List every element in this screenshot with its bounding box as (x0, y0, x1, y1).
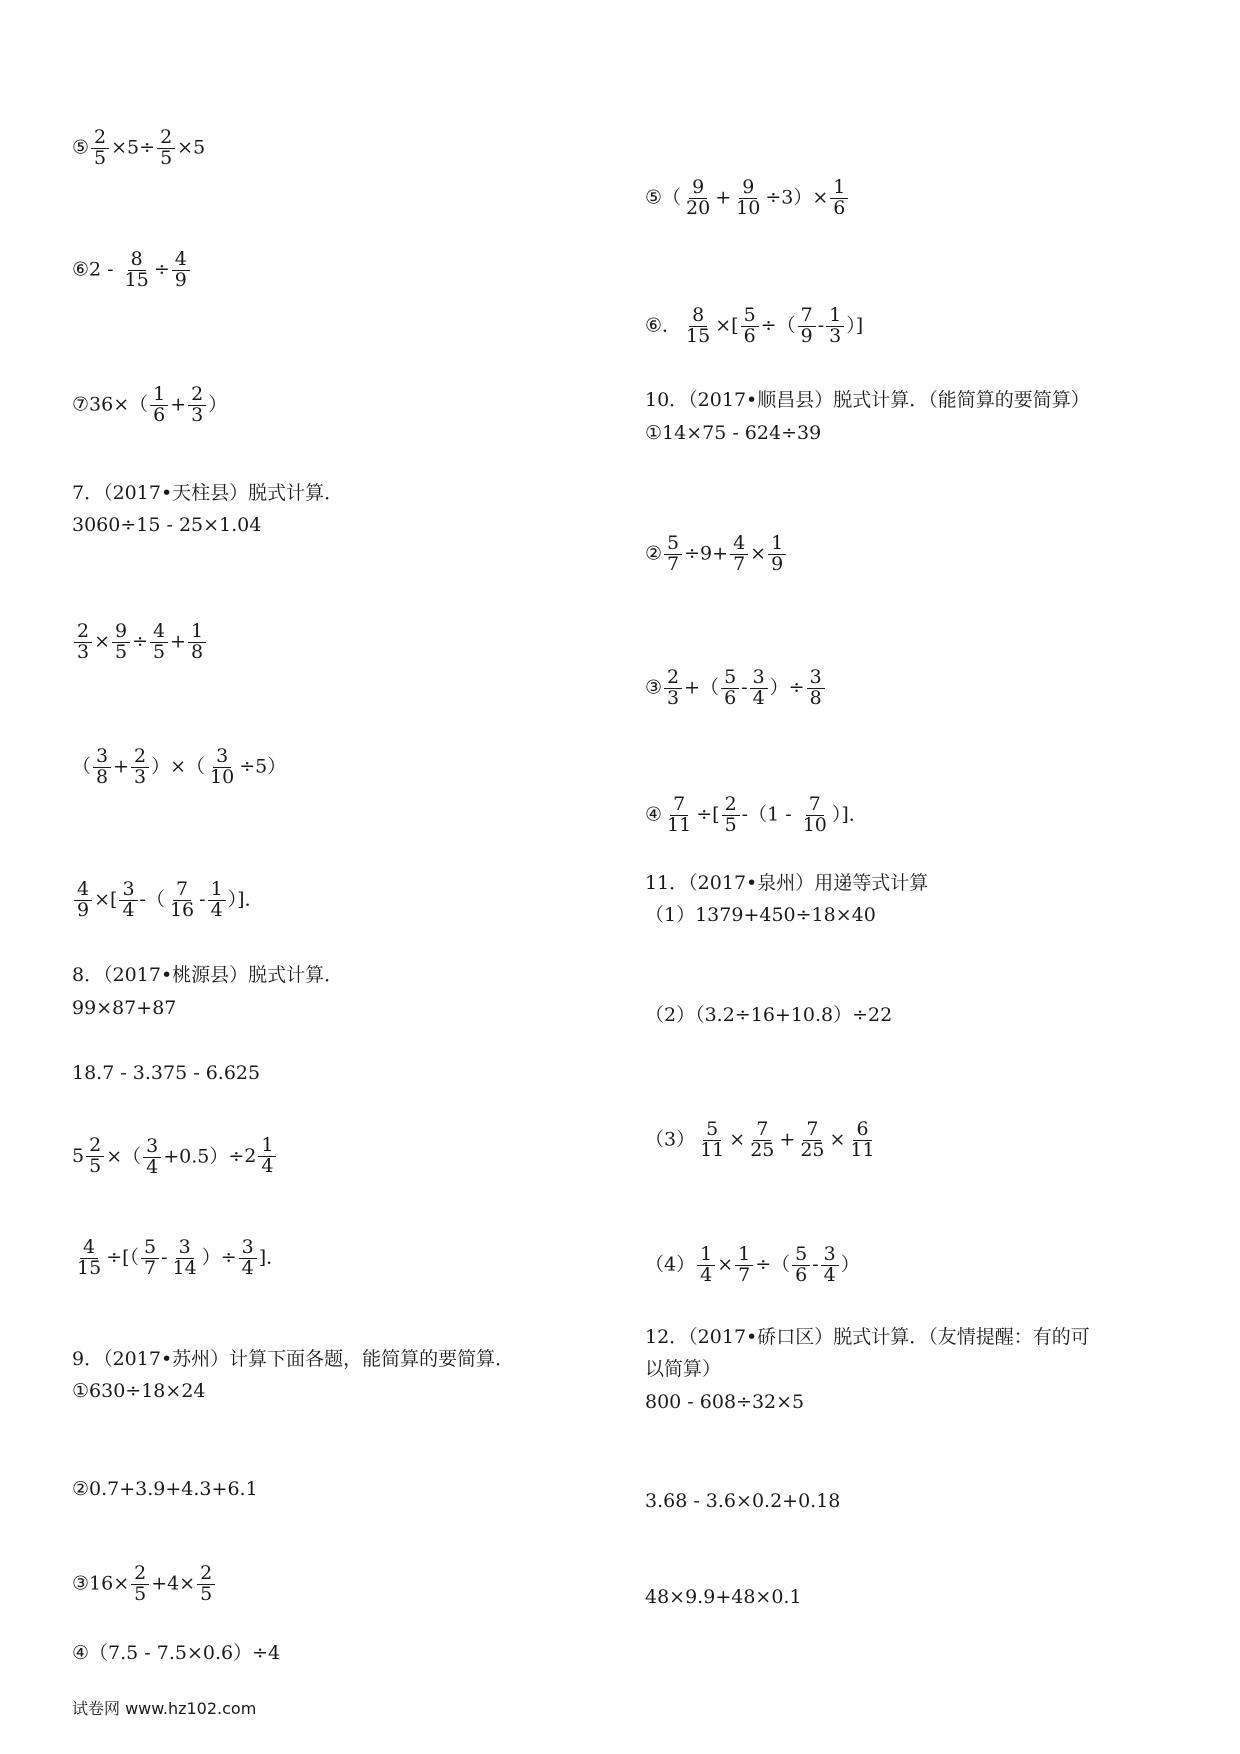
fraction-denominator: 9 (174, 268, 187, 291)
fraction-numerator: 7 (173, 880, 191, 901)
fraction (131, 1564, 149, 1605)
fraction-denominator: 7 (144, 1256, 157, 1279)
fraction-denominator: 25 (750, 1138, 775, 1161)
fraction (830, 178, 848, 219)
fraction (258, 1136, 276, 1177)
expression-text: ①14×75 - 624÷39 (645, 422, 822, 444)
fraction (807, 668, 825, 709)
fraction (93, 747, 111, 788)
fraction-numerator: 2 (722, 795, 740, 816)
fraction-denominator: 4 (823, 1263, 836, 1286)
fraction (74, 1238, 104, 1279)
fraction-numerator: 5 (141, 1238, 159, 1259)
fraction (150, 385, 168, 426)
fraction-denominator: 9 (771, 552, 784, 575)
problem-line (72, 128, 205, 169)
fraction-denominator: 20 (686, 196, 711, 219)
fraction-denominator: 3 (829, 324, 842, 347)
fraction (826, 306, 844, 347)
fraction-numerator: 2 (74, 622, 92, 643)
expression-text: × (717, 1253, 734, 1276)
fraction-denominator: 3 (191, 403, 204, 426)
expression-text: -（1 - (741, 803, 798, 826)
expression-text: × (94, 630, 111, 653)
expression-text: ÷（ (760, 314, 796, 337)
expression-text: ）] (846, 314, 864, 337)
fraction (157, 128, 175, 169)
fraction (167, 880, 197, 921)
fraction-denominator: 6 (153, 403, 166, 426)
problem-line (645, 178, 850, 219)
expression-text: ×5÷ (111, 136, 156, 159)
fraction (847, 1120, 877, 1161)
fraction-numerator: 4 (172, 250, 190, 271)
fraction-denominator: 11 (850, 1138, 875, 1161)
fraction-denominator: 5 (160, 146, 173, 169)
fraction-denominator: 3 (134, 765, 147, 788)
fraction-numerator: 4 (80, 1238, 98, 1259)
fraction (188, 622, 206, 663)
expression-text: ）]． (227, 888, 264, 911)
fraction-numerator: 2 (664, 668, 682, 689)
expression-text: ⑦36×（ (72, 393, 149, 416)
footer-text: 试卷网 www.hz102.com (72, 1699, 257, 1718)
expression-text: 3.68 - 3.6×0.2+0.18 (645, 1490, 841, 1512)
expression-text: +0.5）÷ (163, 1145, 245, 1168)
fraction-numerator: 2 (188, 385, 206, 406)
problem-line (645, 1002, 892, 1028)
problem-line (645, 1324, 1090, 1350)
fraction-denominator: 10 (736, 196, 761, 219)
expression-text: ×[ (94, 888, 118, 911)
problem-line (645, 1584, 802, 1610)
problem-line (645, 387, 1090, 413)
expression-text: 48×9.9+48×0.1 (645, 1586, 802, 1608)
fraction-numerator: 8 (689, 306, 707, 327)
problem-line (645, 902, 876, 928)
expression-text: -（ (139, 888, 165, 911)
fraction-denominator: 3 (667, 686, 680, 709)
fraction (664, 795, 694, 836)
fraction-denominator: 11 (667, 813, 692, 836)
expression-text: ÷3）× (765, 186, 829, 209)
fraction (747, 1120, 777, 1161)
problem-line (645, 1245, 860, 1286)
fraction-denominator: 8 (809, 686, 822, 709)
fraction-numerator: 7 (753, 1120, 771, 1141)
expression-text: 11．（2017•泉州）用递等式计算 (645, 872, 929, 894)
fraction-numerator: 5 (792, 1245, 810, 1266)
expression-text: × (750, 542, 767, 565)
expression-text: ② (645, 542, 663, 565)
expression-text: - (812, 1253, 819, 1276)
fraction (170, 1238, 200, 1279)
fraction-numerator: 5 (721, 668, 739, 689)
fraction-numerator: 1 (258, 1136, 276, 1157)
problem-line (72, 1060, 260, 1086)
expression-text: ÷[ (696, 803, 720, 826)
fraction-numerator: 2 (197, 1564, 215, 1585)
fraction (697, 1120, 727, 1161)
problem-line (645, 795, 868, 836)
fraction-denominator: 4 (210, 898, 223, 921)
fraction-numerator: 1 (826, 306, 844, 327)
fraction (122, 250, 152, 291)
fraction-denominator: 25 (800, 1138, 825, 1161)
expression-text: ④ (645, 803, 663, 826)
fraction-numerator: 2 (86, 1136, 104, 1157)
expression-text: 800 - 608÷32×5 (645, 1391, 805, 1413)
expression-text: + (779, 1128, 796, 1151)
fraction-numerator: 1 (768, 534, 786, 555)
expression-text: 9．（2017•苏州）计算下面各题，能简算的要简算． (72, 1348, 515, 1370)
problem-line (72, 962, 343, 988)
fraction (792, 1245, 810, 1286)
expression-text: 18.7 - 3.375 - 6.625 (72, 1062, 261, 1084)
problem-line (645, 534, 788, 575)
fraction (683, 306, 713, 347)
fraction (197, 1564, 215, 1605)
fraction-denominator: 4 (700, 1263, 713, 1286)
fraction (683, 178, 713, 219)
fraction-numerator: 4 (730, 534, 748, 555)
expression-text: 99×87+87 (72, 997, 177, 1019)
fraction-denominator: 4 (241, 1256, 254, 1279)
fraction-numerator: 8 (128, 250, 146, 271)
fraction-numerator: 3 (143, 1137, 161, 1158)
fraction (188, 385, 206, 426)
fraction-numerator: 1 (697, 1245, 715, 1266)
problem-line (72, 995, 176, 1021)
problem-line (645, 1120, 880, 1161)
fraction-numerator: 3 (119, 880, 137, 901)
fraction-numerator: 2 (131, 1564, 149, 1585)
fraction (741, 306, 759, 347)
fraction-denominator: 6 (743, 324, 756, 347)
problem-line (72, 1346, 514, 1372)
problem-line (72, 880, 264, 921)
expression-text: +（ (684, 676, 720, 699)
expression-text: ÷5） (239, 755, 287, 778)
fraction-denominator: 10 (802, 813, 827, 836)
problem-line (72, 1640, 280, 1666)
fraction-numerator: 1 (830, 178, 848, 199)
fraction-denominator: 5 (115, 640, 128, 663)
expression-text: （1）1379+450÷18×40 (645, 904, 876, 926)
expression-text: ③ (645, 676, 663, 699)
problem-line (645, 668, 827, 709)
expression-text: 以简算） (645, 1358, 722, 1380)
fraction-numerator: 9 (739, 178, 757, 199)
expression-text: 12．（2017•硚口区）脱式计算．（友情提醒：有的可 (645, 1326, 1090, 1348)
expression-text: （ (72, 755, 92, 778)
expression-text: （2）（3.2÷16+10.8）÷22 (645, 1004, 893, 1026)
expression-text: ）÷ (769, 676, 805, 699)
problem-line (72, 1136, 278, 1178)
fraction (821, 1245, 839, 1286)
fraction-denominator: 9 (800, 324, 813, 347)
fraction (800, 795, 830, 836)
fraction-denominator: 6 (795, 1263, 808, 1286)
fraction (207, 747, 237, 788)
expression-text: ⑥． (645, 314, 682, 337)
expression-text: + (170, 630, 187, 653)
fraction-denominator: 15 (686, 324, 711, 347)
expression-text: + (170, 393, 187, 416)
fraction-numerator: 3 (213, 747, 231, 768)
expression-text: ） (208, 393, 228, 416)
fraction-denominator: 4 (261, 1154, 274, 1177)
fraction-numerator: 7 (806, 795, 824, 816)
expression-text: ③16× (72, 1572, 130, 1595)
expression-text: 3060÷15 - 25×1.04 (72, 514, 262, 536)
expression-text: +4× (151, 1572, 196, 1595)
fraction-numerator: 9 (112, 622, 130, 643)
fraction (750, 668, 768, 709)
fraction-denominator: 7 (667, 552, 680, 575)
fraction-denominator: 5 (134, 1582, 147, 1605)
fraction (141, 1238, 159, 1279)
fraction-numerator: 3 (176, 1238, 194, 1259)
fraction-numerator: 4 (150, 622, 168, 643)
expression-text: ）×（ (151, 755, 206, 778)
mixed-number (72, 1136, 106, 1177)
problem-line (645, 420, 821, 446)
fraction (86, 1136, 104, 1177)
fraction (172, 250, 190, 291)
expression-text: ）÷ (201, 1246, 237, 1269)
problem-line (645, 306, 863, 347)
problem-line (72, 1378, 206, 1404)
fraction-numerator: 1 (735, 1245, 753, 1266)
fraction (664, 668, 682, 709)
whole-part: 5 (72, 1145, 85, 1168)
fraction-denominator: 8 (96, 765, 109, 788)
fraction-numerator: 5 (664, 534, 682, 555)
fraction-numerator: 3 (807, 668, 825, 689)
fraction-denominator: 4 (752, 686, 765, 709)
expression-text: - (817, 314, 825, 337)
fraction-denominator: 16 (169, 898, 195, 921)
expression-text: × (829, 1128, 846, 1151)
fraction-numerator: 3 (93, 747, 111, 768)
fraction-numerator: 6 (853, 1120, 871, 1141)
fraction-denominator: 14 (172, 1256, 197, 1279)
problem-line (72, 480, 343, 506)
fraction-denominator: 15 (77, 1256, 102, 1279)
expression-text: ①630÷18×24 (72, 1380, 206, 1402)
expression-text: ÷ (153, 258, 170, 281)
fraction-numerator: 2 (157, 128, 175, 149)
fraction-denominator: 5 (89, 1154, 102, 1177)
fraction-numerator: 1 (208, 880, 226, 901)
expression-text: ÷9+ (684, 542, 729, 565)
fraction-numerator: 7 (670, 795, 688, 816)
fraction (733, 178, 763, 219)
fraction-numerator: 3 (821, 1245, 839, 1266)
fraction-numerator: 7 (798, 306, 816, 327)
problem-line (72, 385, 227, 426)
expression-text: 7．（2017•天柱县）脱式计算． (72, 482, 344, 504)
expression-text: - (199, 888, 206, 911)
expression-text: ÷（ (755, 1253, 791, 1276)
fraction-numerator: 4 (74, 880, 92, 901)
fraction-numerator: 5 (703, 1120, 721, 1141)
problem-line (645, 1389, 804, 1415)
expression-text: （4） (645, 1253, 696, 1276)
problem-line (72, 250, 192, 291)
fraction (208, 880, 226, 921)
fraction-numerator: 3 (239, 1238, 257, 1259)
fraction-denominator: 3 (77, 640, 90, 663)
fraction-denominator: 6 (724, 686, 737, 709)
fraction-denominator: 11 (700, 1138, 725, 1161)
fraction-numerator: 7 (803, 1120, 821, 1141)
problem-line (72, 1564, 217, 1605)
expression-text: + (715, 186, 732, 209)
expression-text: + (113, 755, 130, 778)
fraction (91, 128, 109, 169)
expression-text: ÷[（ (106, 1246, 140, 1269)
fraction-denominator: 4 (122, 898, 135, 921)
fraction (797, 1120, 827, 1161)
fraction-denominator: 4 (146, 1155, 159, 1178)
fraction-denominator: 5 (153, 640, 166, 663)
expression-text: 10．（2017•顺昌县）脱式计算．（能简算的要简算） (645, 389, 1090, 411)
fraction-numerator: 2 (131, 747, 149, 768)
fraction-numerator: 1 (188, 622, 206, 643)
expression-text: ）]． (831, 803, 868, 826)
fraction-numerator: 1 (150, 385, 168, 406)
fraction (798, 306, 816, 347)
problem-line (72, 512, 261, 538)
fraction (697, 1245, 715, 1286)
problem-line (645, 870, 928, 896)
expression-text: ⑤ (72, 136, 90, 159)
problem-line (645, 1356, 721, 1382)
expression-text: ×5 (177, 136, 206, 159)
fraction-denominator: 9 (77, 898, 90, 921)
fraction-denominator: 8 (191, 640, 204, 663)
expression-text: （3） (645, 1128, 696, 1151)
fraction-denominator: 5 (94, 146, 107, 169)
expression-text: ⑥2 - (72, 258, 120, 281)
expression-text: - (741, 676, 748, 699)
fraction (664, 534, 682, 575)
fraction (768, 534, 786, 575)
expression-text: ） (840, 1253, 860, 1276)
expression-text: ]． (258, 1246, 286, 1269)
fraction (721, 668, 739, 709)
fraction (131, 747, 149, 788)
fraction (112, 622, 130, 663)
expression-text: ②0.7+3.9+4.3+6.1 (72, 1478, 258, 1500)
expression-text: ×[ (715, 314, 739, 337)
problem-line (645, 1488, 840, 1514)
fraction-denominator: 15 (124, 268, 149, 291)
fraction (239, 1238, 257, 1279)
expression-text: ④（7.5 - 7.5×0.6）÷4 (72, 1642, 281, 1664)
expression-text: ×（ (106, 1145, 142, 1168)
expression-text: ⑤（ (645, 186, 682, 209)
fraction (74, 880, 92, 921)
fraction-denominator: 10 (210, 765, 235, 788)
fraction (143, 1137, 161, 1178)
fraction (119, 880, 137, 921)
fraction-denominator: 5 (200, 1582, 213, 1605)
fraction-numerator: 5 (741, 306, 759, 327)
expression-text: - (161, 1246, 168, 1269)
fraction-numerator: 9 (689, 178, 707, 199)
expression-text: 8．（2017•桃源县）脱式计算． (72, 964, 344, 986)
problem-line (72, 1476, 258, 1502)
fraction-denominator: 7 (738, 1263, 751, 1286)
problem-line (72, 622, 208, 663)
fraction-denominator: 5 (724, 813, 737, 836)
fraction (150, 622, 168, 663)
fraction (735, 1245, 753, 1286)
fraction-numerator: 2 (91, 128, 109, 149)
problem-line (72, 747, 286, 788)
fraction (74, 622, 92, 663)
mixed-number (244, 1136, 278, 1177)
fraction-numerator: 3 (750, 668, 768, 689)
fraction (722, 795, 740, 836)
fraction-denominator: 6 (833, 196, 846, 219)
problem-line (72, 1238, 285, 1279)
fraction-denominator: 7 (733, 552, 746, 575)
expression-text: × (729, 1128, 746, 1151)
whole-part: 2 (244, 1145, 257, 1168)
expression-text: ÷ (132, 630, 149, 653)
fraction (730, 534, 748, 575)
